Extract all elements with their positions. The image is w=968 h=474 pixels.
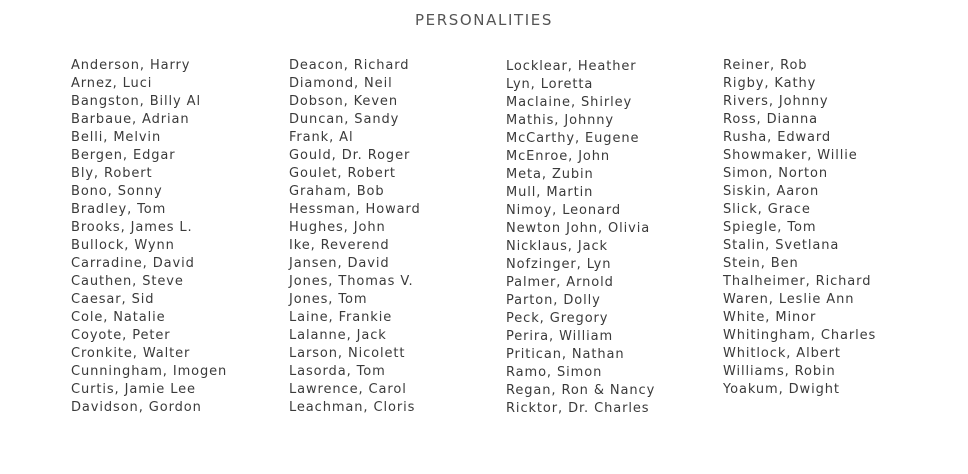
personality-name: Ross, Dianna bbox=[723, 112, 819, 127]
personality-name: Rusha, Edward bbox=[723, 130, 832, 145]
personality-name: Rigby, Kathy bbox=[723, 76, 817, 91]
personality-name: Waren, Leslie Ann bbox=[723, 292, 855, 307]
name-column-1 bbox=[71, 57, 227, 417]
name-column-3 bbox=[506, 58, 655, 418]
personality-name: Rivers, Johnny bbox=[723, 94, 829, 109]
personality-name: Carradine, David bbox=[71, 256, 195, 271]
personality-name: Lasorda, Tom bbox=[289, 364, 386, 379]
personality-name: Cole, Natalie bbox=[71, 310, 166, 325]
personality-name: Yoakum, Dwight bbox=[723, 382, 840, 397]
personality-name: Peck, Gregory bbox=[506, 311, 609, 326]
name-column-2 bbox=[289, 57, 421, 417]
personality-name: Deacon, Richard bbox=[289, 58, 410, 73]
personality-name: Mull, Martin bbox=[506, 185, 594, 200]
name-column-4 bbox=[723, 57, 876, 399]
personality-name: Nofzinger, Lyn bbox=[506, 257, 612, 272]
personality-name: Barbaue, Adrian bbox=[71, 112, 190, 127]
page-title: PERSONALITIES bbox=[415, 11, 553, 29]
personality-name: Dobson, Keven bbox=[289, 94, 398, 109]
personality-name: Caesar, Sid bbox=[71, 292, 155, 307]
personality-name: Anderson, Harry bbox=[71, 58, 191, 73]
personality-name: Belli, Melvin bbox=[71, 130, 162, 145]
personality-name: Meta, Zubin bbox=[506, 167, 594, 182]
personality-name: Bono, Sonny bbox=[71, 184, 163, 199]
personality-name: Spiegle, Tom bbox=[723, 220, 817, 235]
personality-name: Goulet, Robert bbox=[289, 166, 396, 181]
personality-name: Lalanne, Jack bbox=[289, 328, 387, 343]
personality-name: Showmaker, Willie bbox=[723, 148, 858, 163]
personality-name: Diamond, Neil bbox=[289, 76, 393, 91]
personality-name: White, Minor bbox=[723, 310, 817, 325]
personality-name: Whitlock, Albert bbox=[723, 346, 841, 361]
personality-name: Newton John, Olivia bbox=[506, 221, 651, 236]
personality-name: McCarthy, Eugene bbox=[506, 131, 640, 146]
personality-name: Bradley, Tom bbox=[71, 202, 167, 217]
personality-name: Frank, Al bbox=[289, 130, 354, 145]
personality-name: Lawrence, Carol bbox=[289, 382, 407, 397]
personality-name: Coyote, Peter bbox=[71, 328, 171, 343]
personality-name: Regan, Ron & Nancy bbox=[506, 383, 656, 398]
personality-name: Brooks, James L. bbox=[71, 220, 193, 235]
personality-name: Lyn, Loretta bbox=[506, 77, 594, 92]
personality-name: Siskin, Aaron bbox=[723, 184, 820, 199]
personality-name: Bergen, Edgar bbox=[71, 148, 176, 163]
personality-name: Nimoy, Leonard bbox=[506, 203, 622, 218]
personality-name: Williams, Robin bbox=[723, 364, 836, 379]
personality-name: Duncan, Sandy bbox=[289, 112, 400, 127]
personality-name: Stein, Ben bbox=[723, 256, 799, 271]
personality-name: Leachman, Cloris bbox=[289, 400, 416, 415]
personality-name: Simon, Norton bbox=[723, 166, 828, 181]
personality-name: Curtis, Jamie Lee bbox=[71, 382, 196, 397]
personality-name: Thalheimer, Richard bbox=[723, 274, 872, 289]
personality-name: Hughes, John bbox=[289, 220, 386, 235]
personality-name: Arnez, Luci bbox=[71, 76, 153, 91]
personality-name: Bly, Robert bbox=[71, 166, 153, 181]
personality-name: Bangston, Billy Al bbox=[71, 94, 201, 109]
name-columns bbox=[71, 57, 951, 437]
personality-name: Graham, Bob bbox=[289, 184, 385, 199]
personality-name: Maclaine, Shirley bbox=[506, 95, 633, 110]
personality-name: Whitingham, Charles bbox=[723, 328, 877, 343]
personality-name: Palmer, Arnold bbox=[506, 275, 614, 290]
personality-name: Ramo, Simon bbox=[506, 365, 603, 380]
personality-name: Slick, Grace bbox=[723, 202, 811, 217]
personality-name: Nicklaus, Jack bbox=[506, 239, 608, 254]
personality-name: Stalin, Svetlana bbox=[723, 238, 840, 253]
personality-name: McEnroe, John bbox=[506, 149, 611, 164]
personality-name: Gould, Dr. Roger bbox=[289, 148, 411, 163]
personality-name: Davidson, Gordon bbox=[71, 400, 202, 415]
personality-name: Larson, Nicolett bbox=[289, 346, 406, 361]
personality-name: Cronkite, Walter bbox=[71, 346, 191, 361]
personality-name: Reiner, Rob bbox=[723, 58, 808, 73]
personality-name: Laine, Frankie bbox=[289, 310, 393, 325]
personality-name: Ricktor, Dr. Charles bbox=[506, 401, 650, 416]
personality-name: Jansen, David bbox=[289, 256, 390, 271]
personality-name: Mathis, Johnny bbox=[506, 113, 614, 128]
personality-name: Pritican, Nathan bbox=[506, 347, 625, 362]
personality-name: Bullock, Wynn bbox=[71, 238, 175, 253]
personality-name: Jones, Tom bbox=[289, 292, 368, 307]
personality-name: Cauthen, Steve bbox=[71, 274, 184, 289]
personality-name: Cunningham, Imogen bbox=[71, 364, 228, 379]
personality-name: Parton, Dolly bbox=[506, 293, 601, 308]
personality-name: Jones, Thomas V. bbox=[289, 274, 414, 289]
personality-name: Locklear, Heather bbox=[506, 59, 637, 74]
personality-name: Hessman, Howard bbox=[289, 202, 421, 217]
personality-name: Ike, Reverend bbox=[289, 238, 390, 253]
personality-name: Perira, William bbox=[506, 329, 614, 344]
